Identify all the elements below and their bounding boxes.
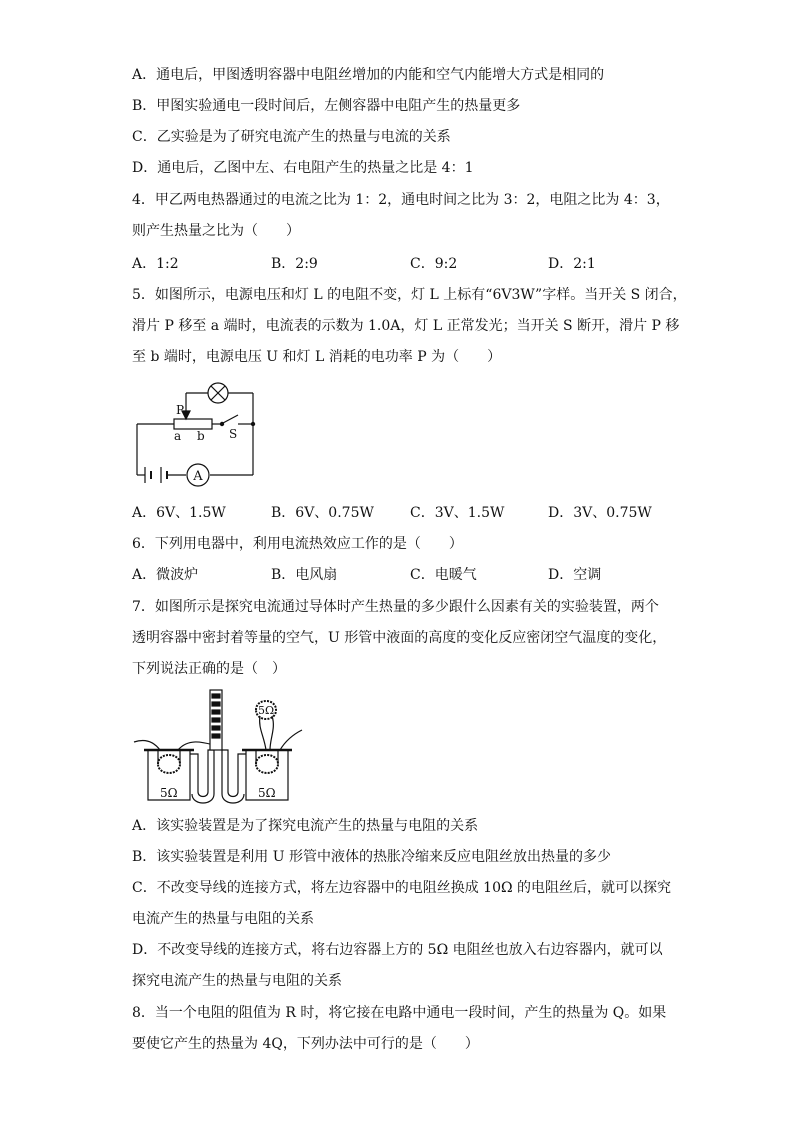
- q8-stem-line2: 要使它产生的热量为 4Q，下列办法中可行的是（ ）: [132, 1036, 479, 1052]
- slider-label: P: [176, 403, 185, 417]
- q3-option-c: C．乙实验是为了研究电流产生的热量与电流的关系: [132, 129, 451, 145]
- end-b-label: b: [197, 429, 205, 443]
- q5-option-d: D．3V、0.75W: [548, 505, 652, 521]
- left-resistor-label: 5Ω: [160, 786, 178, 800]
- ammeter-label: A: [193, 469, 203, 484]
- q8-stem-line1: 8．当一个电阻的阻值为 R 时，将它接在电路中通电一段时间，产生的热量为 Q。如果: [132, 1005, 667, 1021]
- q5-option-c: C．3V、1.5W: [410, 505, 505, 521]
- q4-option-d: D．2:1: [548, 256, 596, 272]
- q5-option-b: B．6V、0.75W: [271, 505, 374, 521]
- end-a-label: a: [174, 429, 182, 443]
- top-resistor-label: 5Ω: [258, 704, 275, 717]
- q5-stem-line3: 至 b 端时，电源电压 U 和灯 L 消耗的电功率 P 为（ ）: [132, 349, 502, 365]
- q7-option-d-line1: D．不改变导线的连接方式，将右边容器上方的 5Ω 电阻丝也放入右边容器内，就可以: [132, 942, 663, 958]
- q7-option-a: A．该实验装置是为了探究电流产生的热量与电阻的关系: [132, 818, 479, 834]
- q5-stem-line1: 5．如图所示，电源电压和灯 L 的电阻不变，灯 L 上标有“6V3W”字样。当开关 S 闭合，: [132, 287, 687, 303]
- q3-option-a: A．通电后，甲图透明容器中电阻丝增加的内能和空气内能增大方式是相同的: [132, 67, 605, 83]
- q7-option-c-line1: C．不改变导线的连接方式，将左边容器中的电阻丝换成 10Ω 的电阻丝后，就可以探究: [132, 880, 672, 896]
- q4-option-a: A．1:2: [132, 256, 179, 272]
- q4-stem-line2: 则产生热量之比为（ ）: [132, 223, 300, 239]
- q5-circuit-diagram: [130, 378, 270, 500]
- q7-apparatus-diagram: [130, 688, 308, 808]
- q4-option-b: B．2:9: [271, 256, 318, 272]
- q4-option-c: C．9:2: [410, 256, 458, 272]
- q7-stem-line2: 透明容器中密封着等量的空气，U 形管中液面的高度的变化反应密闭空气温度的变化，: [132, 630, 667, 646]
- q6-option-d: D．空调: [548, 567, 602, 583]
- q7-option-b: B．该实验装置是利用 U 形管中液体的热胀冷缩来反应电阻丝放出热量的多少: [132, 849, 611, 865]
- q5-stem-line2: 滑片 P 移至 a 端时，电流表的示数为 1.0A，灯 L 正常发光；当开关 S 断开，滑片 P 移: [132, 318, 680, 334]
- q7-stem-line1: 7．如图所示是探究电流通过导体时产生热量的多少跟什么因素有关的实验装置，两个: [132, 599, 659, 615]
- q5-option-a: A．6V、1.5W: [132, 505, 226, 521]
- q6-option-a: A．微波炉: [132, 567, 199, 583]
- q7-stem-line3: 下列说法正确的是（ ）: [132, 661, 286, 677]
- q6-option-b: B．电风扇: [271, 567, 338, 583]
- q7-option-d-line2: 探究电流产生的热量与电阻的关系: [132, 973, 342, 989]
- q3-option-b: B．甲图实验通电一段时间后，左侧容器中电阻产生的热量更多: [132, 98, 521, 114]
- q7-option-c-line2: 电流产生的热量与电阻的关系: [132, 911, 314, 927]
- q4-stem-line1: 4．甲乙两电热器通过的电流之比为 1：2，通电时间之比为 3：2，电阻之比为 4：3，: [132, 192, 670, 208]
- q6-stem: 6．下列用电器中，利用电流热效应工作的是（ ）: [132, 536, 463, 552]
- q6-option-c: C．电暖气: [410, 567, 477, 583]
- right-resistor-label: 5Ω: [258, 786, 276, 800]
- switch-label: S: [229, 427, 238, 441]
- q3-option-d: D．通电后，乙图中左、右电阻产生的热量之比是 4：1: [132, 160, 474, 176]
